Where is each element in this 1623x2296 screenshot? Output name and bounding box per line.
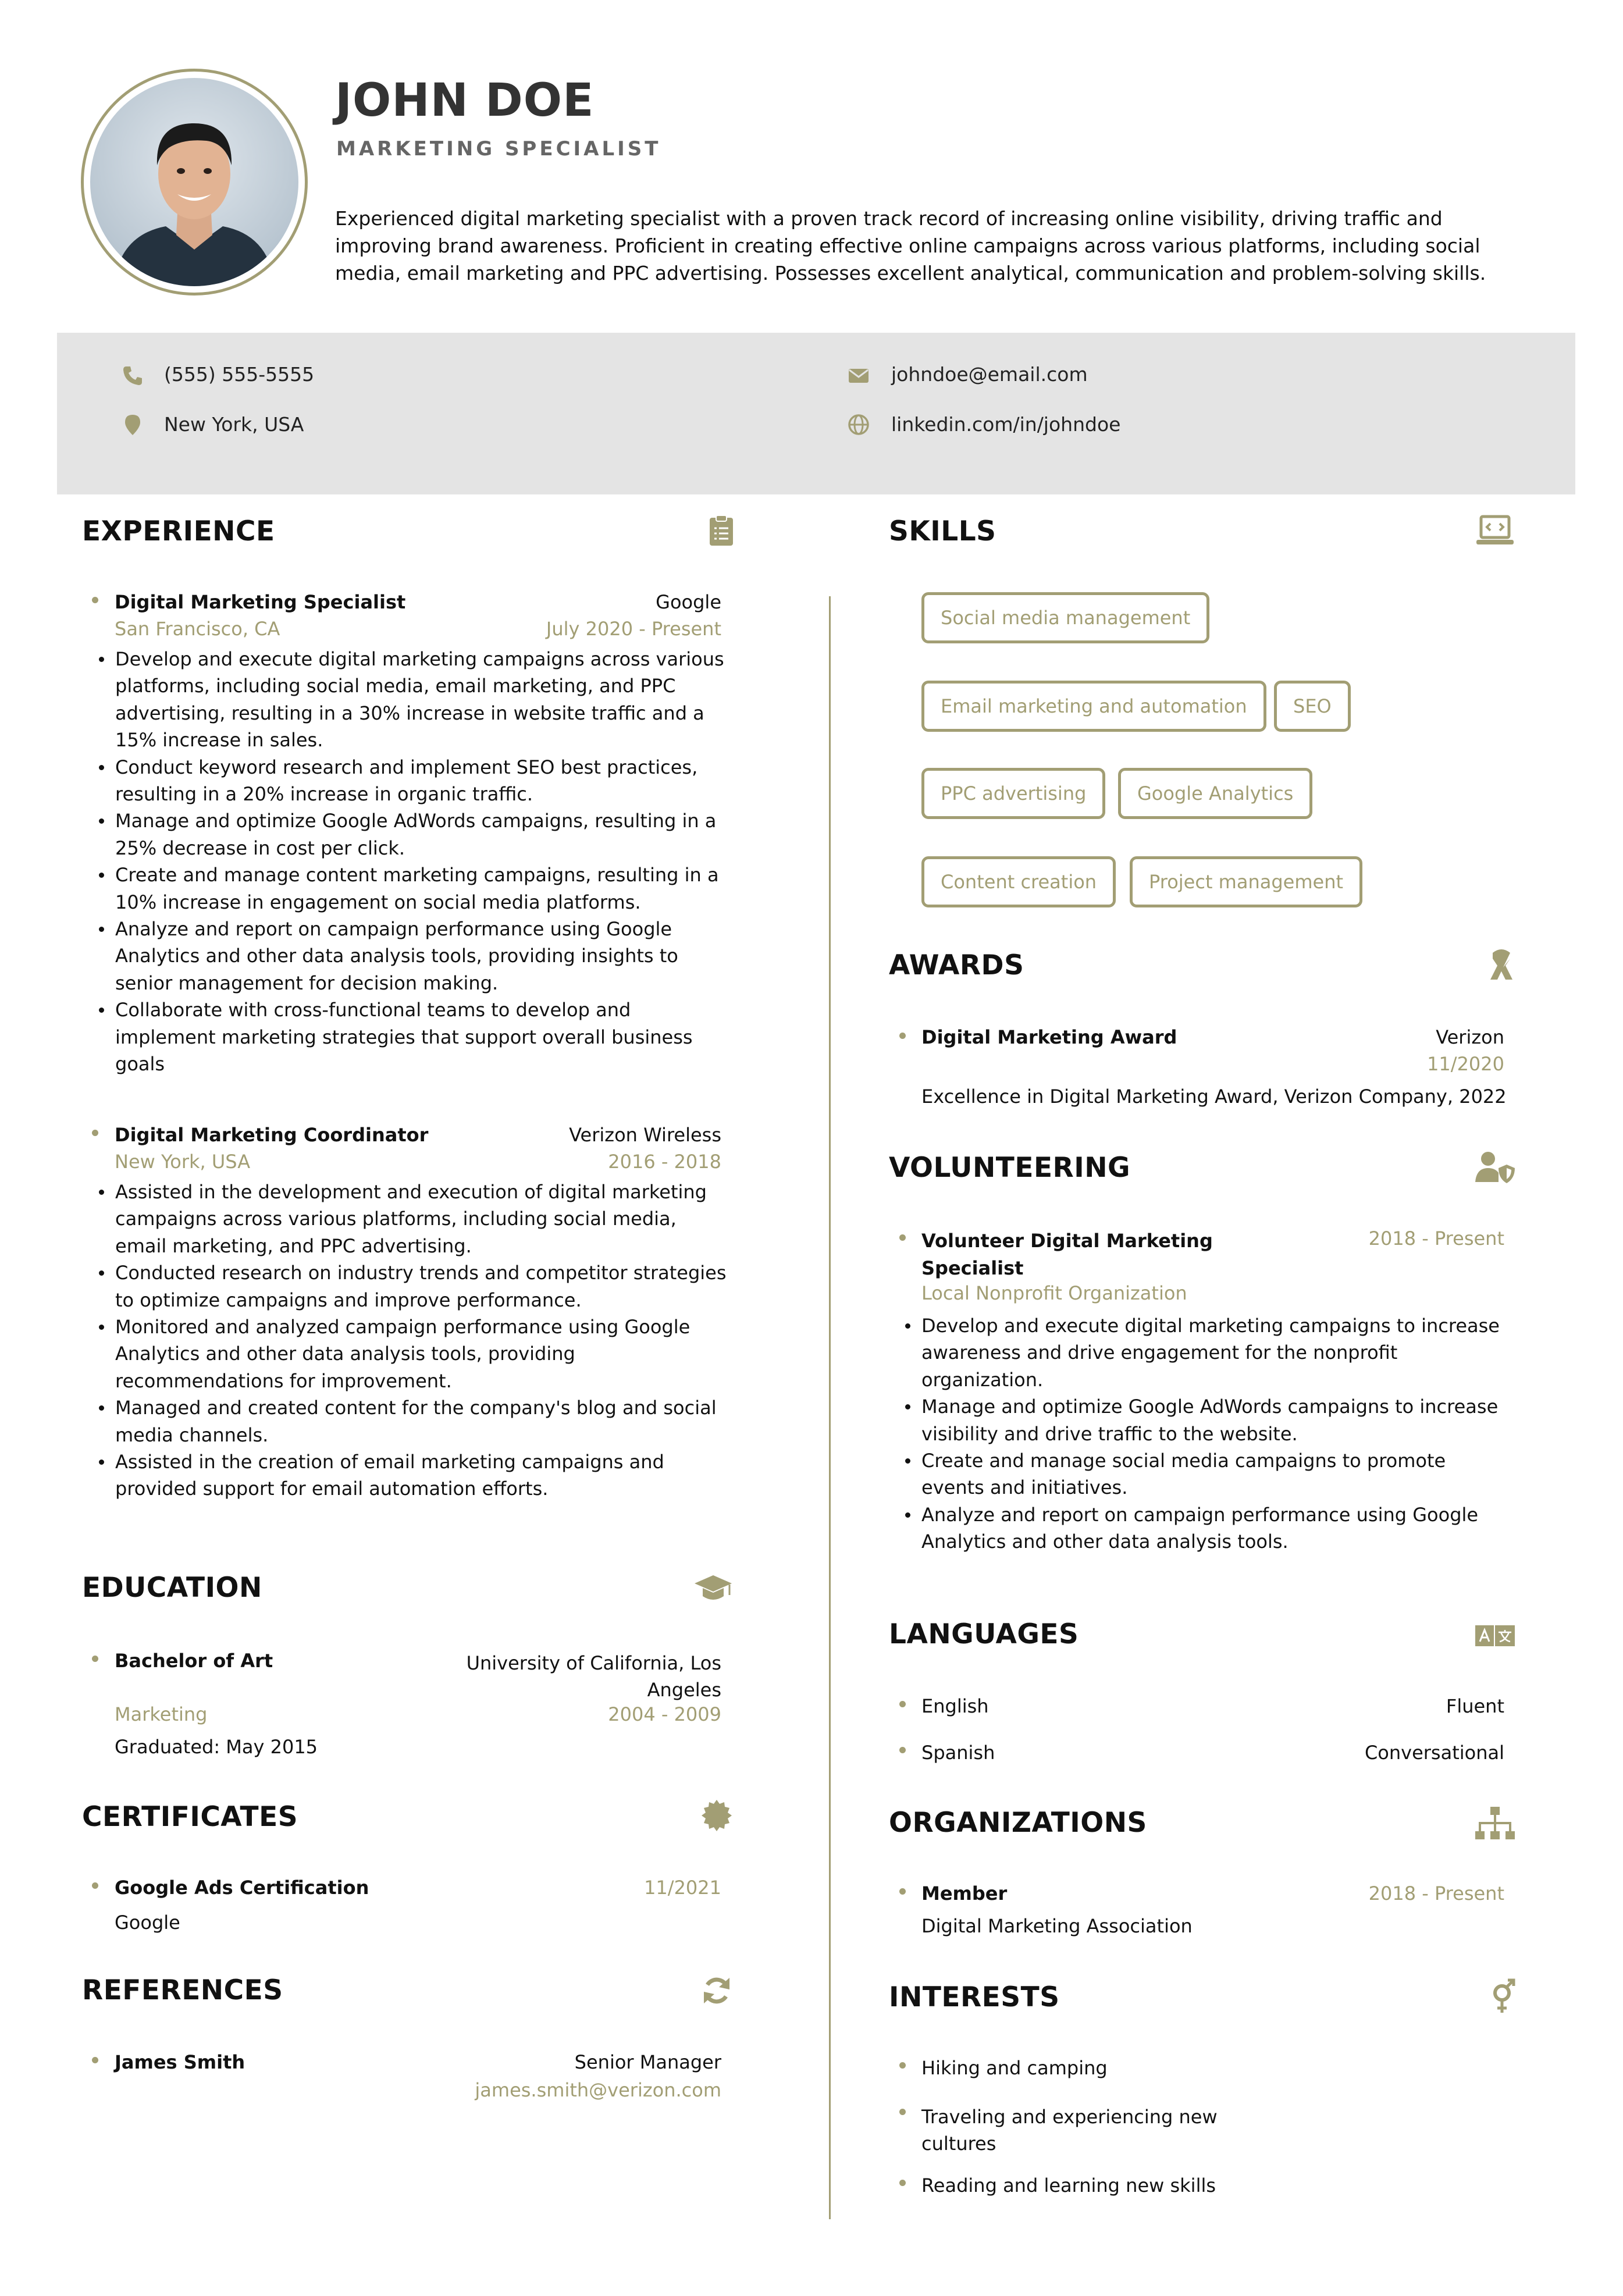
- globe-icon: [847, 413, 870, 439]
- job-responsibilities: [99, 1179, 733, 1503]
- profile-summary: Experienced digital marketing specialist with a proven track record of increasing online visibility, driving traffic and improving brand awareness. Proficient in creating effective online campaigns across various platforms, including social media, email marketing and PPC advertising. Possesses excellent analytical, communication and problem-solving skills.: [335, 207, 1486, 284]
- interest-item: Reading and learning new skills: [921, 2174, 1216, 2197]
- organization-role: Member: [921, 1882, 1008, 1905]
- skill-tag: Social media management: [921, 592, 1209, 643]
- organization-bullet: [899, 1888, 906, 1895]
- field-of-study: Marketing: [115, 1703, 208, 1725]
- list-item: Manage and optimize Google AdWords campaigns, resulting in a 25% decrease in cost per click.: [115, 807, 733, 862]
- language-level: Fluent: [1446, 1695, 1504, 1717]
- candidate-name: JOHN DOE: [335, 74, 595, 127]
- clipboard-icon: [705, 514, 738, 549]
- skill-tag: Content creation: [921, 856, 1116, 907]
- phone-icon: [121, 364, 144, 390]
- list-item: Collaborate with cross-functional teams to develop and implement marketing strategies that support overall business goals: [115, 996, 733, 1077]
- list-item: Develop and execute digital marketing campaigns to increase awareness and drive engagement for the nonprofit organization.: [921, 1312, 1510, 1393]
- job-dates: July 2020 - Present: [546, 618, 721, 640]
- organization-dates: 2018 - Present: [1368, 1882, 1504, 1905]
- award-description: Excellence in Digital Marketing Award, Verizon Company, 2022: [921, 1085, 1507, 1108]
- interest-item: Traveling and experiencing new cultures: [921, 2106, 1218, 2155]
- avatar: [90, 78, 298, 286]
- interest-bullet: [899, 2062, 906, 2069]
- skill-tag: Email marketing and automation: [921, 681, 1266, 732]
- experience-heading: EXPERIENCE: [82, 515, 275, 547]
- email-text[interactable]: johndoe@email.com: [891, 363, 1088, 386]
- interest-bullet: [899, 2180, 906, 2186]
- languages-heading: LANGUAGES: [889, 1618, 1079, 1650]
- list-item: Develop and execute digital marketing campaigns across various platforms, including social media, email marketing, and PPC advertising, resulting in a 30% increase in website traffic and a 15% increase in sales.: [115, 646, 733, 754]
- gender-symbol-icon: [1489, 1978, 1517, 2017]
- location-text: New York, USA: [164, 413, 304, 436]
- list-item: Managed and created content for the company's blog and social media channels.: [115, 1394, 733, 1448]
- job-responsibilities: [99, 646, 733, 1078]
- list-item: Monitored and analyzed campaign performance using Google Analytics and other data analysis tools, providing recommendations for improvement.: [115, 1313, 733, 1394]
- location-icon: [121, 413, 144, 439]
- education-bullet: [92, 1656, 98, 1662]
- reference-name: James Smith: [115, 2051, 245, 2073]
- list-item: Create and manage social media campaigns to promote events and initiatives.: [921, 1447, 1510, 1501]
- organization-name: Digital Marketing Association: [921, 1915, 1193, 1937]
- skill-tag: SEO: [1274, 681, 1351, 732]
- graduation-note: Graduated: May 2015: [115, 1736, 318, 1758]
- language-bullet: [899, 1701, 906, 1707]
- references-heading: REFERENCES: [82, 1974, 283, 2006]
- interests-heading: INTERESTS: [889, 1981, 1060, 2013]
- job-title: Digital Marketing Specialist: [115, 591, 406, 613]
- job-bullet: [92, 597, 98, 603]
- list-item: Create and manage content marketing campaigns, resulting in a 10% increase in engagement on social media platforms.: [115, 862, 733, 916]
- certificate-issuer: Google: [115, 1911, 180, 1934]
- column-divider: [829, 596, 831, 2219]
- laptop-code-icon: [1475, 514, 1515, 549]
- list-item: Conducted research on industry trends and competitor strategies to optimize campaigns and improve performance.: [115, 1259, 733, 1313]
- certificates-heading: CERTIFICATES: [82, 1801, 298, 1833]
- linkedin-text[interactable]: linkedin.com/in/johndoe: [891, 413, 1121, 436]
- skills-heading: SKILLS: [889, 515, 996, 547]
- organizations-heading: ORGANIZATIONS: [889, 1807, 1147, 1839]
- list-item: Assisted in the development and execution of digital marketing campaigns across various platforms, including social media, email marketing, and PPC advertising.: [115, 1179, 733, 1259]
- list-item: Manage and optimize Google AdWords campaigns to increase visibility and drive traffic to the website.: [921, 1393, 1510, 1447]
- education-heading: EDUCATION: [82, 1572, 262, 1604]
- language-bullet: [899, 1747, 906, 1753]
- language-icon: [1475, 1625, 1515, 1649]
- list-item: Analyze and report on campaign performance using Google Analytics and other data analysis tools.: [921, 1501, 1510, 1555]
- volunteering-heading: VOLUNTEERING: [889, 1152, 1131, 1184]
- sitemap-icon: [1475, 1807, 1515, 1843]
- certificate-name: Google Ads Certification: [115, 1877, 369, 1899]
- volunteer-title: Volunteer Digital Marketing Specialist: [921, 1230, 1213, 1279]
- graduation-cap-icon: [693, 1573, 733, 1606]
- job-location: San Francisco, CA: [115, 618, 280, 640]
- skill-tag: PPC advertising: [921, 768, 1105, 819]
- award-bullet: [899, 1033, 906, 1039]
- language-level: Conversational: [1364, 1742, 1504, 1764]
- list-item: Assisted in the creation of email marketing campaigns and provided support for email automation efforts.: [115, 1448, 733, 1503]
- interest-item: Hiking and camping: [921, 2057, 1108, 2079]
- email-icon: [847, 364, 870, 390]
- job-location: New York, USA: [115, 1151, 251, 1173]
- job-title: Digital Marketing Coordinator: [115, 1124, 429, 1146]
- interest-bullet: [899, 2109, 906, 2115]
- user-shield-icon: [1475, 1151, 1516, 1186]
- reference-email[interactable]: james.smith@verizon.com: [475, 2079, 721, 2101]
- candidate-title: MARKETING SPECIALIST: [336, 137, 661, 161]
- language-name: Spanish: [921, 1742, 995, 1764]
- list-item: Conduct keyword research and implement SEO best practices, resulting in a 20% increase in organic traffic.: [115, 754, 733, 808]
- badge-icon: [700, 1799, 733, 1834]
- school: University of California, Los Angeles: [466, 1652, 721, 1701]
- job-bullet: [92, 1130, 98, 1136]
- reference-bullet: [92, 2057, 98, 2063]
- list-item: Analyze and report on campaign performance using Google Analytics and other data analysis tools, providing insights to senior management for decision making.: [115, 916, 733, 996]
- award-date: 11/2020: [1427, 1053, 1504, 1075]
- skill-tag: Project management: [1130, 856, 1362, 907]
- language-name: English: [921, 1695, 989, 1717]
- job-dates: 2016 - 2018: [608, 1151, 721, 1173]
- reference-role: Senior Manager: [574, 2051, 721, 2073]
- certificate-date: 11/2021: [644, 1877, 721, 1899]
- refresh-icon: [700, 1974, 733, 2009]
- degree: Bachelor of Art: [115, 1650, 273, 1672]
- job-company: Google: [656, 591, 721, 613]
- award-ribbon-icon: [1487, 948, 1516, 984]
- job-company: Verizon Wireless: [569, 1124, 721, 1146]
- volunteer-responsibilities: [905, 1312, 1510, 1555]
- education-dates: 2004 - 2009: [608, 1703, 721, 1725]
- phone-text[interactable]: (555) 555-5555: [164, 363, 315, 386]
- award-name: Digital Marketing Award: [921, 1026, 1177, 1048]
- awards-heading: AWARDS: [889, 949, 1024, 981]
- skill-tag: Google Analytics: [1118, 768, 1312, 819]
- volunteer-bullet: [899, 1234, 906, 1241]
- volunteer-dates: 2018 - Present: [1368, 1227, 1504, 1250]
- certificate-bullet: [92, 1882, 98, 1889]
- award-issuer: Verizon: [1436, 1026, 1504, 1048]
- volunteer-organization: Local Nonprofit Organization: [921, 1282, 1187, 1304]
